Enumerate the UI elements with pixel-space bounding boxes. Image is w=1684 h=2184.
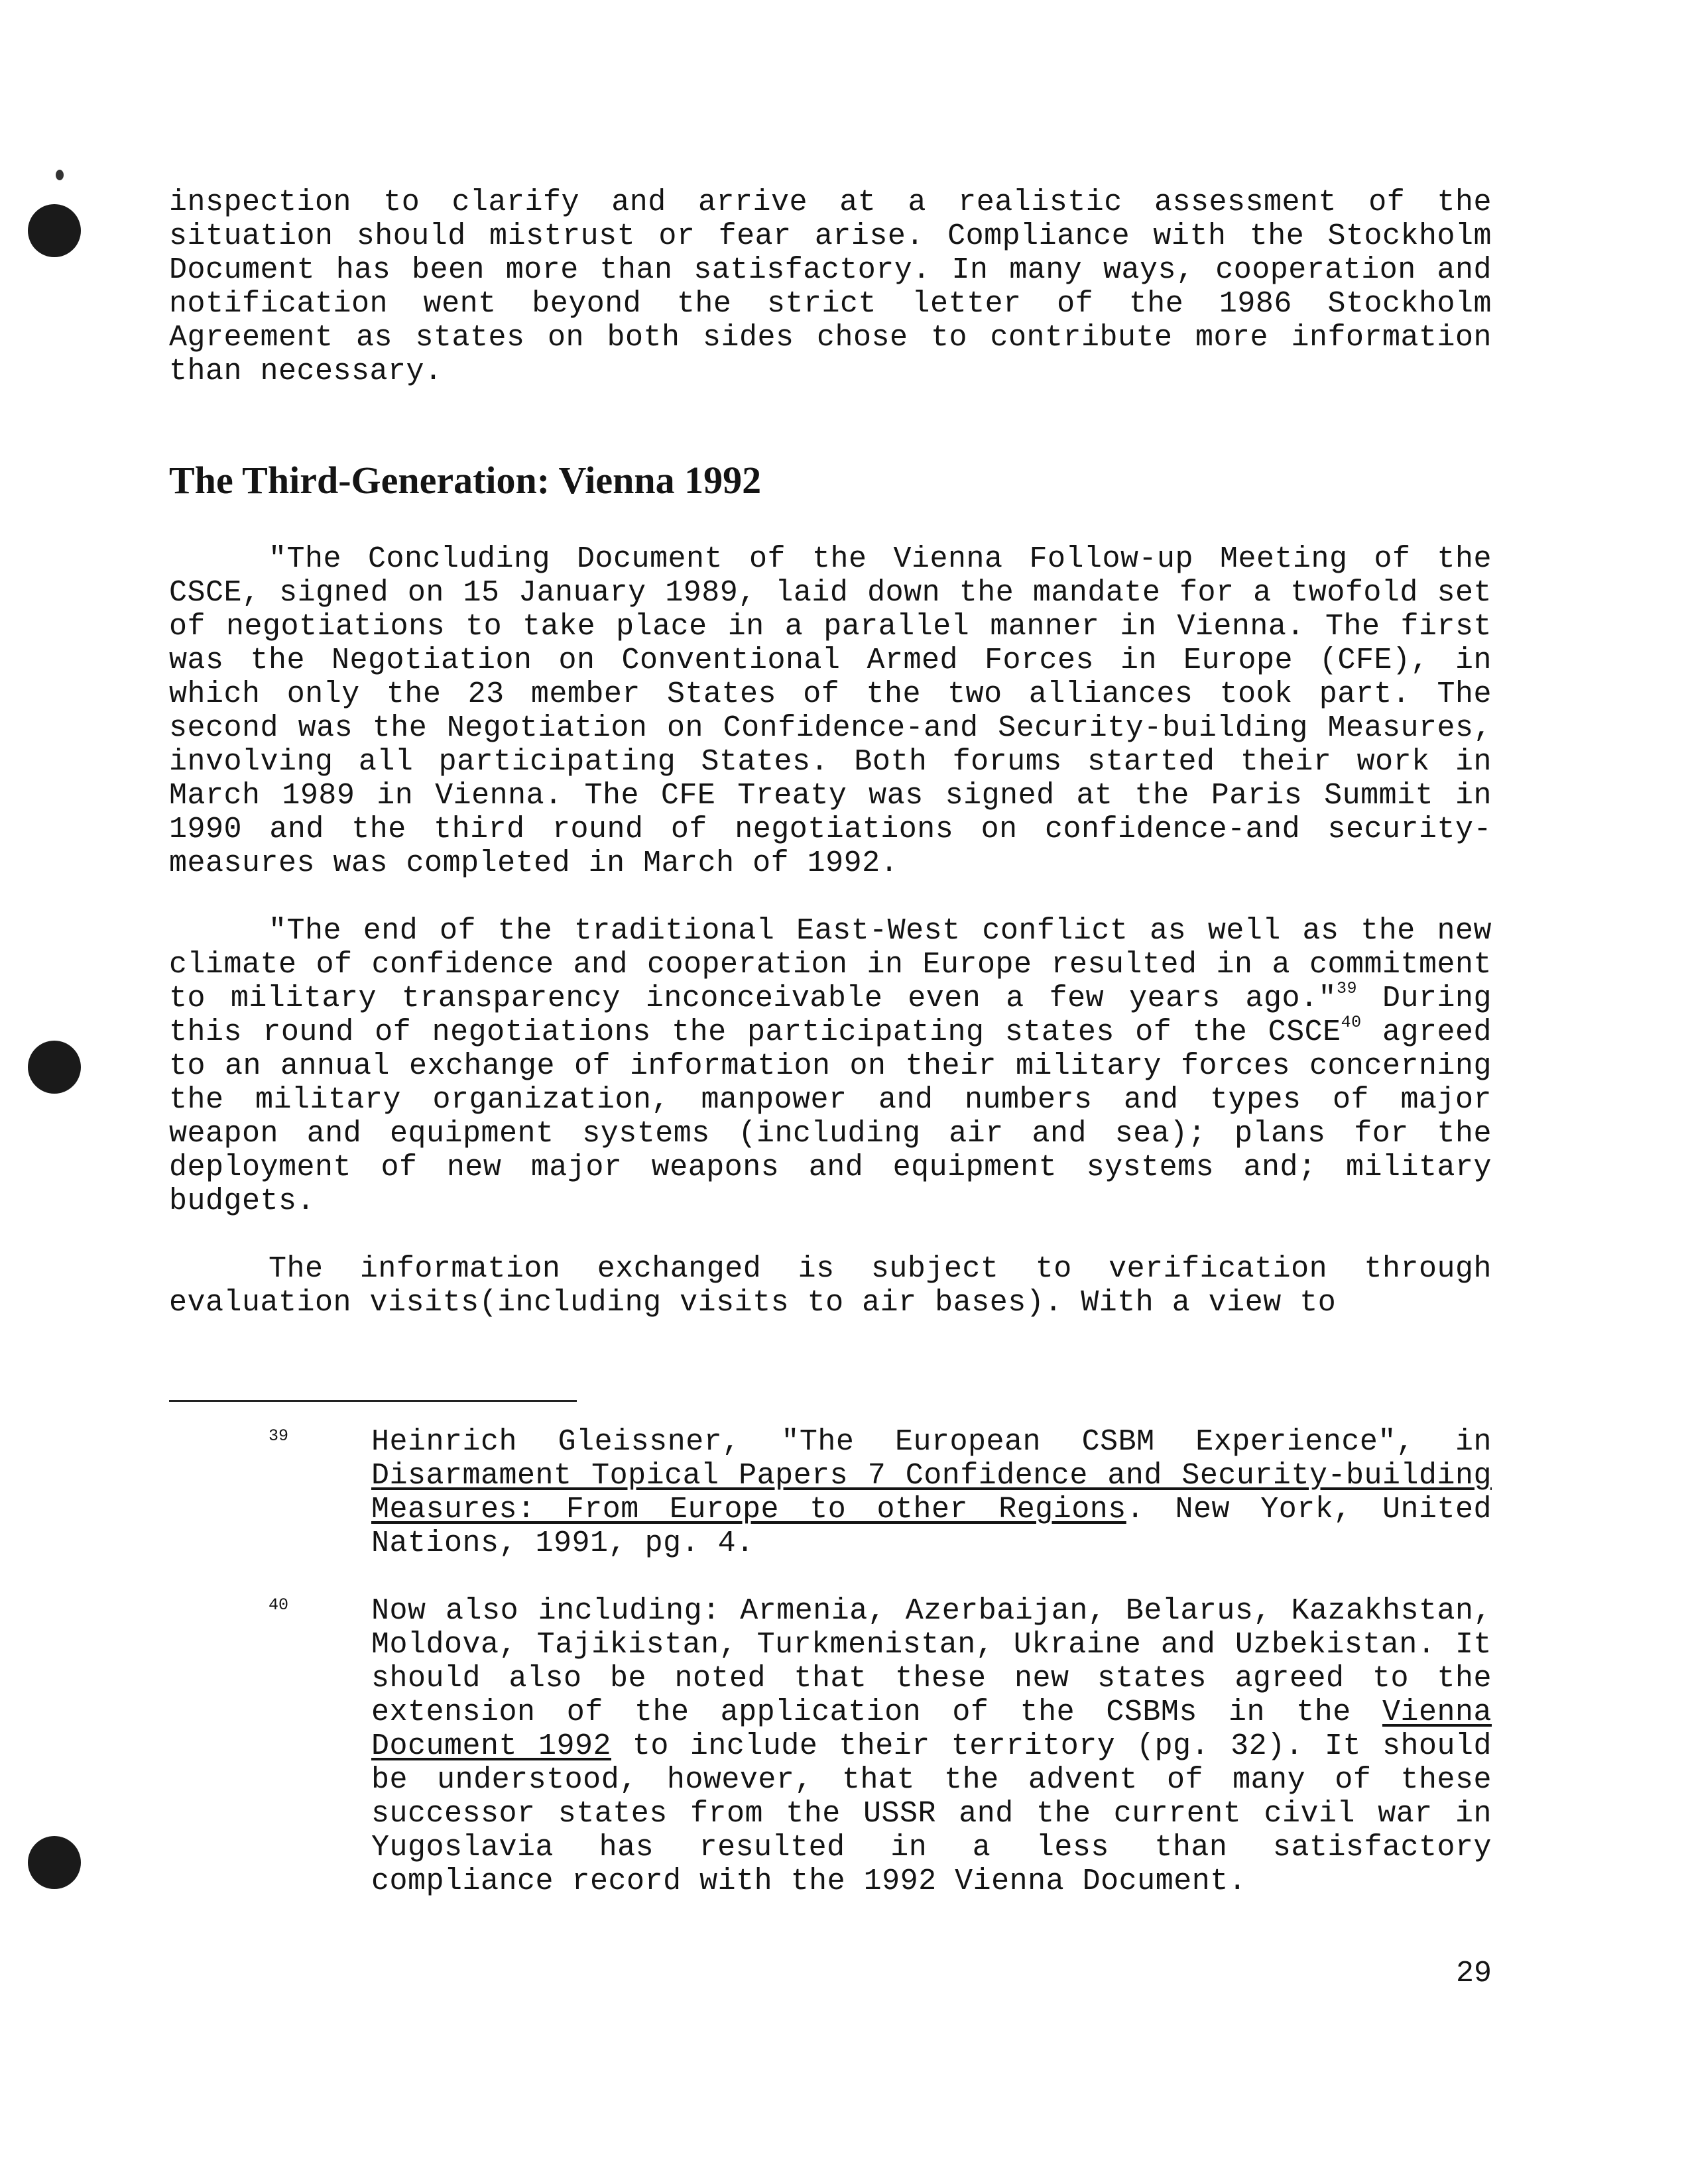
page-number: 29 <box>1455 1957 1492 1990</box>
footnote-text <box>371 1425 1492 1560</box>
cited-title: Disarmament Topical Papers 7 Confidence and Security-building Measures: From Europe to other Regions <box>371 1459 1492 1526</box>
body-paragraph-1: "The Concluding Document of the Vienna Follow-up Meeting of the CSCE, signed on 15 January 1989, laid down the mandate for a twofold set of negotiations to take place in a parallel manner in Vienna. The first was the Negotiation on Conventional Armed Forces in Europe (CFE), in which only the 23 member States of the two alliances took part. The second was the Negotiation on Confidence-and Security-building Measures, involving all participating States. Both forums started their work in March 1989 in Vienna. The CFE Treaty was signed at the Paris Summit in 1990 and the third round of negotiations on confidence-and security-measures was completed in March of 1992. <box>169 542 1492 880</box>
footnote-number: 39 <box>269 1426 289 1446</box>
footnote-text <box>371 1594 1492 1898</box>
footnote-reference-40: 40 <box>1341 1013 1362 1032</box>
punch-hole-middle <box>28 1041 81 1094</box>
body-text-main <box>169 542 1492 1353</box>
footnote-reference-39: 39 <box>1337 979 1358 998</box>
footnote-text-lead: Now also including: Armenia, Azerbaijan, Belarus, Kazakhstan, Moldova, Tajikistan, Turkmenistan, Ukraine and Uzbekistan. It should also be noted that these new states agreed to the extension of the application of the CSBMs in the <box>371 1594 1492 1729</box>
footnote-separator <box>169 1400 577 1402</box>
paragraph-2-text-b: During this round of negotiations the participating states of the CSCE <box>169 982 1492 1049</box>
body-paragraph-2 <box>169 914 1492 1218</box>
punch-hole-top <box>28 204 81 257</box>
continued-paragraph: inspection to clarify and arrive at a realistic assessment of the situation should mistrust or fear arise. Compliance with the Stockholm Document has been more than satisfactory. In many ways, cooperation and notification went beyond the strict letter of the 1986 Stockholm Agreement as states on both sides chose to contribute more information than necessary. <box>169 186 1492 388</box>
cited-title: Vienna Document 1992 <box>371 1695 1492 1763</box>
body-text-top <box>169 186 1492 422</box>
punch-hole-bottom <box>28 1836 81 1889</box>
paragraph-2-text-a: "The end of the traditional East-West conflict as well as the new climate of confidence and cooperation in Europe resulted in a commitment to military transparency inconceivable even a few years ago." <box>169 914 1492 1015</box>
footnote-text-lead: Heinrich Gleissner, "The European CSBM Experience", in <box>371 1425 1492 1459</box>
footnote-number: 40 <box>269 1595 289 1615</box>
scan-speck <box>56 170 64 180</box>
footnote-text-tail: . New York, United Nations, 1991, pg. 4. <box>371 1493 1492 1560</box>
section-heading: The Third-Generation: Vienna 1992 <box>169 459 762 502</box>
footnote-text-tail: to include their territory (pg. 32). It should be understood, however, that the advent of many of these successor states from the USSR and the current civil war in Yugoslavia has resulted in a less than satisfactory compliance record with the 1992 Vienna Document. <box>371 1729 1492 1898</box>
body-paragraph-3: The information exchanged is subject to verification through evaluation visits(including visits to air bases). With a view to <box>169 1252 1492 1320</box>
paragraph-2-text-c: agreed to an annual exchange of information on their military forces concerning the military organization, manpower and numbers and types of major weapon and equipment systems (including air and sea); plans for the deployment of new major weapons and equipment systems and; military budgets. <box>169 1015 1492 1218</box>
